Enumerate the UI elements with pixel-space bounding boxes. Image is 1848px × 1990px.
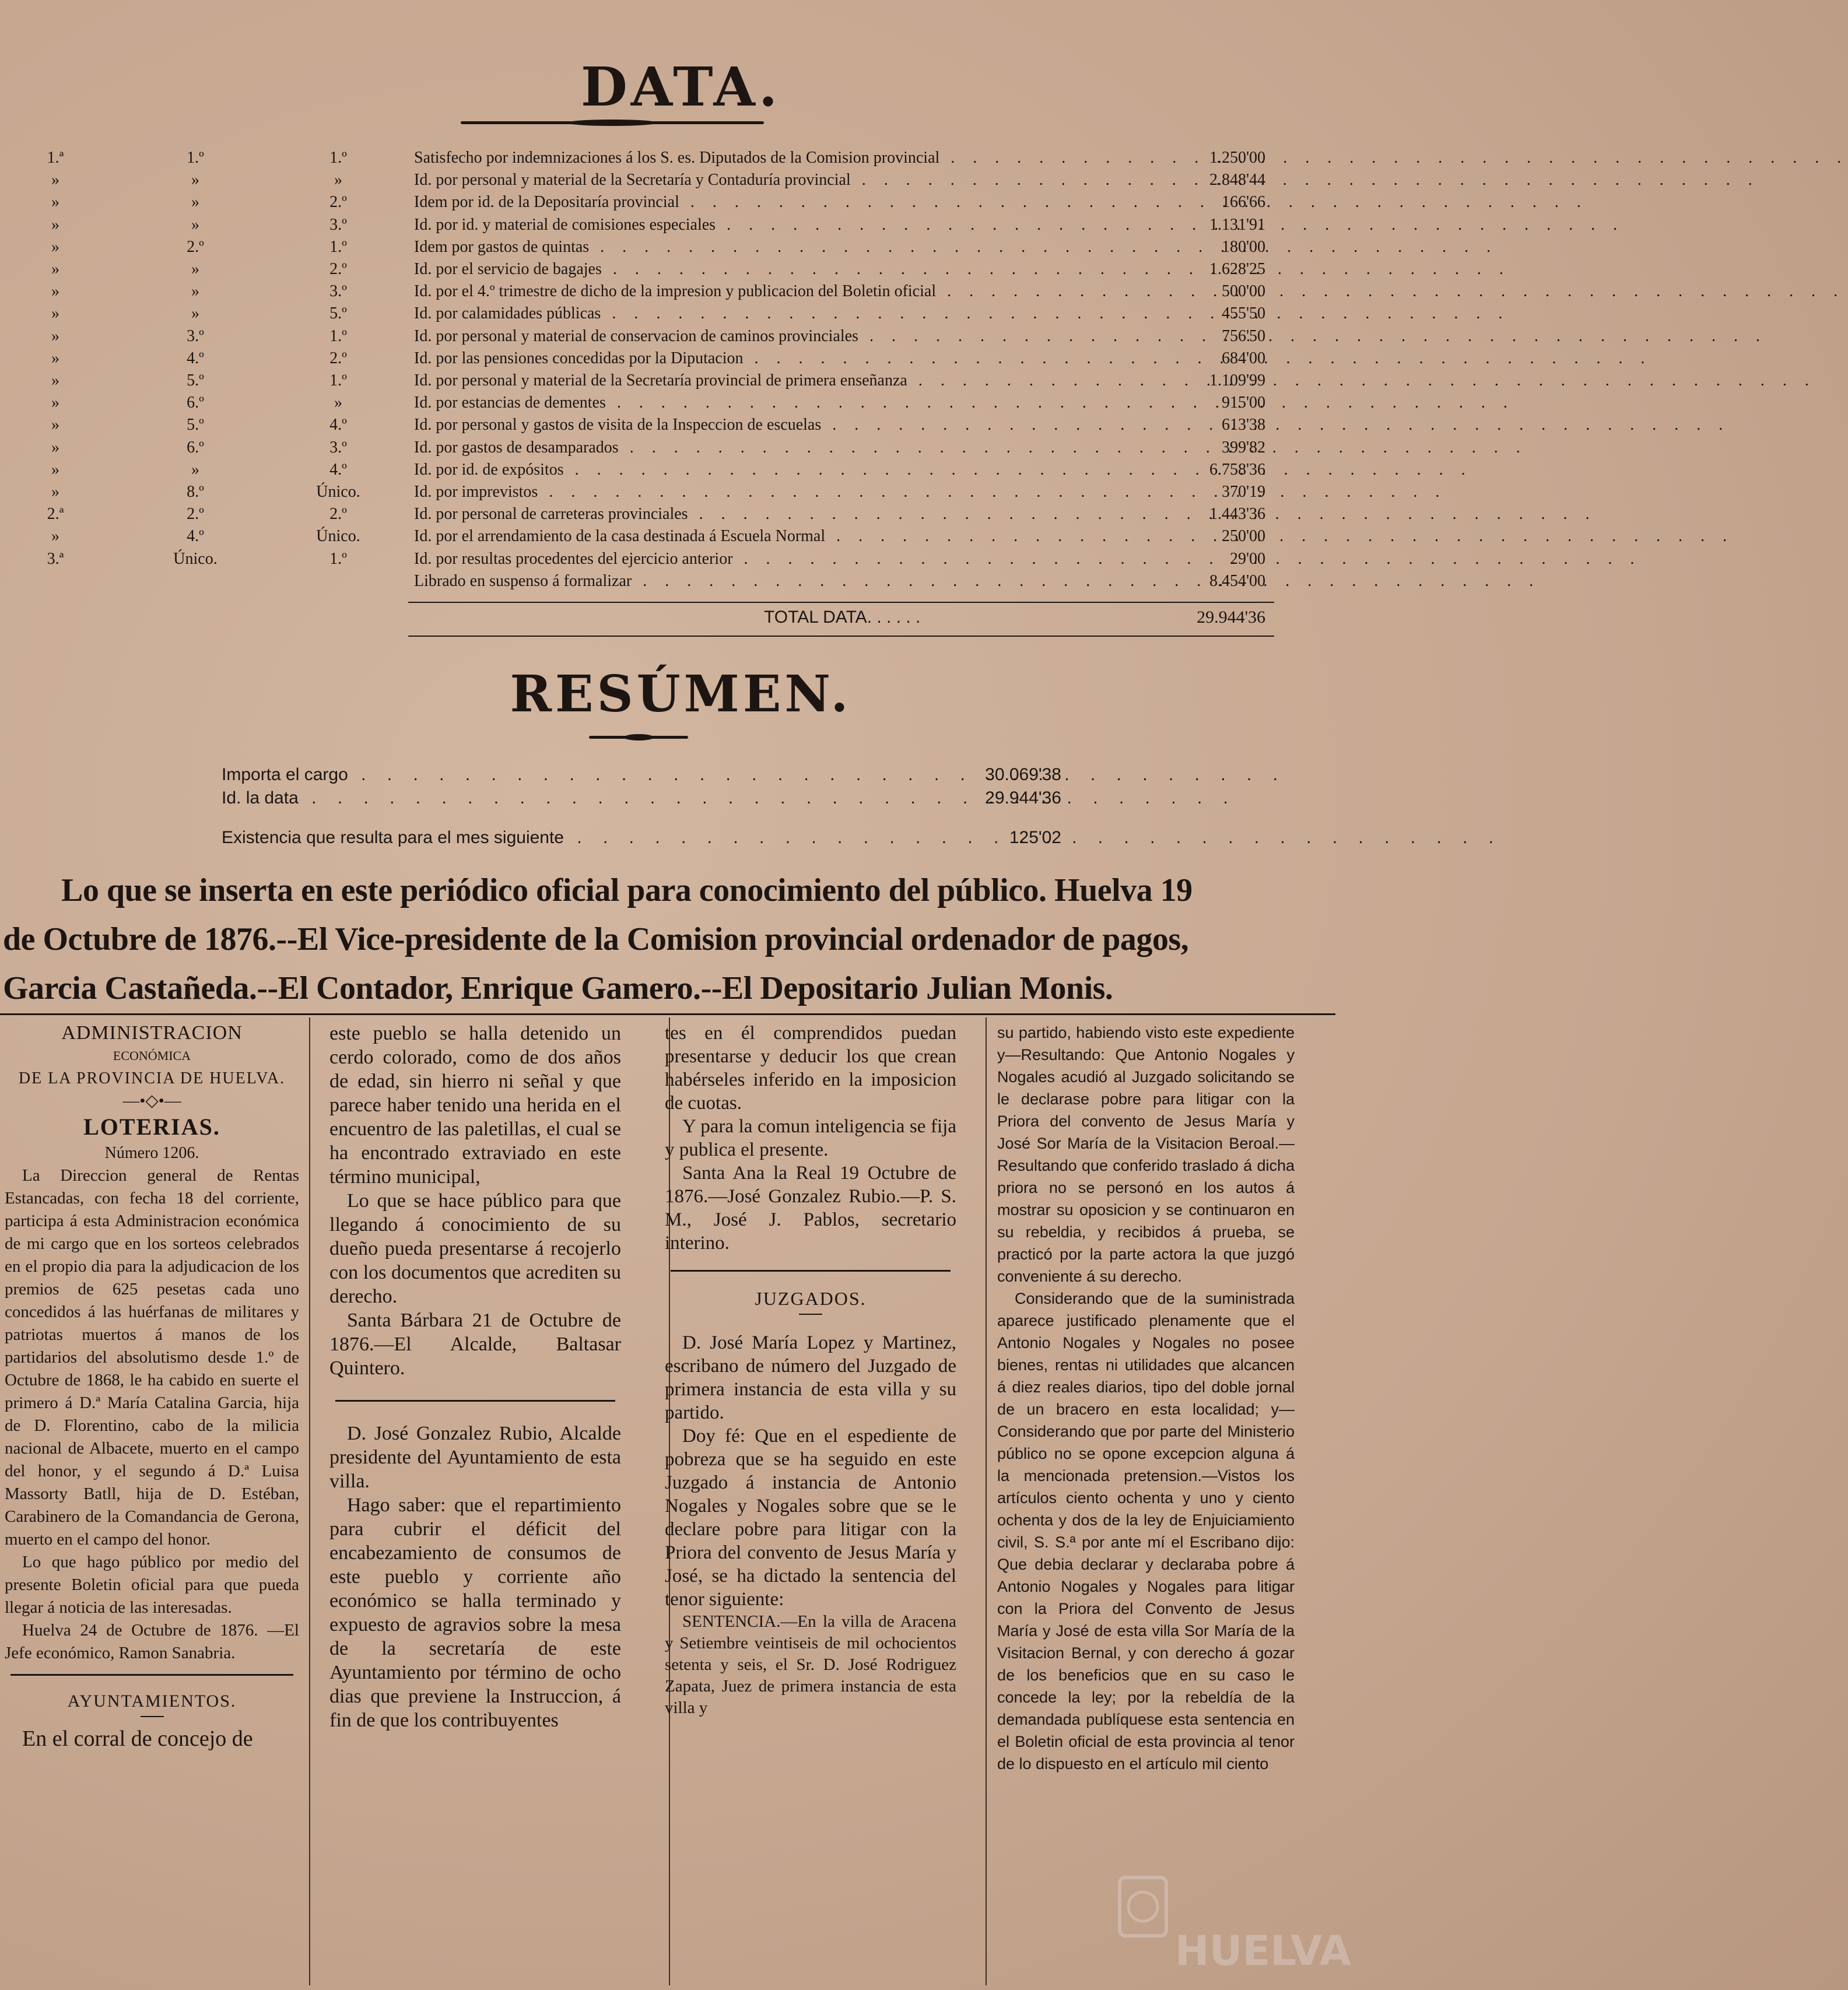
col-amount: 756'50 xyxy=(1221,327,1265,345)
col-chapter: 1.º xyxy=(187,149,204,167)
data-row xyxy=(0,438,1283,461)
data-row xyxy=(0,416,1283,438)
col-chapter: » xyxy=(191,260,199,278)
col-chapter: 8.º xyxy=(187,483,204,501)
col-amount: 6.758'36 xyxy=(1209,460,1265,479)
col-chapter: 5.º xyxy=(187,371,204,389)
city-seal-logo xyxy=(1111,1866,1351,1977)
col-description: Idem por id. de la Depositaría provincial . . . xyxy=(414,193,1137,212)
col-description: Id. por id. y material de comisiones especiales . . . xyxy=(414,216,1137,234)
col-chapter: » xyxy=(191,460,199,479)
col-description: Id. por personal y material de la Secretaría y Contaduría provincial . . . xyxy=(414,171,1137,189)
loterias-body-2: Lo que hago público por medio del presente Boletin oficial para que pueda llegar á noticia de las interesadas. xyxy=(5,1553,299,1617)
col-amount: 1.131'91 xyxy=(1209,215,1265,234)
col-chapter: 4.º xyxy=(187,527,204,546)
cerdo-notice-2: Lo que se hace público para que llegando á conocimiento de su dueño pueda presentarse á recojerlo con los documentos que acrediten su derecho. xyxy=(329,1190,621,1307)
col-item: 3.º xyxy=(329,215,347,234)
col-description: Id. por el servicio de bagajes . . . xyxy=(414,260,1137,279)
resumen-row xyxy=(222,765,1061,788)
data-row xyxy=(0,371,1283,394)
total-row xyxy=(0,608,1283,630)
loterias-heading: LOTERIAS. xyxy=(83,1114,220,1140)
col-amount: 1.250'00 xyxy=(1209,149,1265,167)
section-divider xyxy=(0,1013,1335,1015)
col-description: Id. por imprevistos . . . xyxy=(414,483,1137,501)
doy-fe-paragraph: Doy fé: Que en el espediente de pobreza que se ha seguido en este Juzgado á instancia de Antonio Nogales y Nogales sobre que se le declare pobre para litigar con la Priora del convento de Jesus María y José, se ha dictado la sentencia del tenor siguiente: xyxy=(665,1426,956,1610)
col-item: 1.º xyxy=(329,549,347,568)
repartimiento-notice: Hago saber: que el repartimiento para cubrir el déficit del encabezamiento de consumos de este pueblo y corriente año económico se halla terminado y expuesto de agravios sobre la mesa de la secretaría de este Ayuntamiento por término de ocho dias que previene la Instruccion, á fin de que los contribuyentes xyxy=(329,1494,621,1731)
data-row xyxy=(0,550,1283,572)
resumen-label: Id. la data . . . xyxy=(222,788,933,808)
total-rule xyxy=(408,602,1274,603)
col-description: Id. por id. de expósitos . . . xyxy=(414,461,1137,479)
separator xyxy=(10,1674,293,1676)
consumos-continuation: tes en él comprendidos puedan presentarse y deducir los que crean habérseles inferido en la imposicion de cuotas. xyxy=(665,1023,956,1114)
col-amount: 684'00 xyxy=(1221,349,1265,367)
consumos-signature: Santa Ana la Real 19 Octubre de 1876.—José Gonzalez Rubio.—P. S. M., José J. Pablos, secretario interino. xyxy=(665,1163,956,1254)
col-item: 2.º xyxy=(329,505,347,524)
resumen-label: Importa el cargo . . . xyxy=(222,765,933,785)
col-article: » xyxy=(51,349,59,367)
loterias-body: La Direccion general de Rentas Estancadas, con fecha 18 del corriente, participa á esta Administracion económica de mi cargo que en los sorteos celebrados en el propio dia para la adjudicacion de los premios de 625 pesetas cada uno concedidos á las huérfanas de militares y patriotas muertos á manos de los partidarios del absolutismo desde 1.º de Octubre de 1868, le ha cabido en suerte el primero á D.ª María Catalina Garcia, hija de D. Florentino, cabo de la milicia nacional de Albacete, muerto en el campo del honor, y el segundo á D.ª Luisa Massorty Batll, hija de D. Estéban, Carabinero de la Comandancia de Gerona, muerto en el campo del honor. xyxy=(5,1166,299,1549)
col-amount: 166'66 xyxy=(1221,193,1265,212)
data-row xyxy=(0,461,1283,483)
col-amount: 1.628'25 xyxy=(1209,260,1265,278)
total-bottom-rule xyxy=(408,636,1274,637)
col-article: » xyxy=(51,327,59,345)
col-article: » xyxy=(51,193,59,212)
total-amount: 29.944'36 xyxy=(1197,608,1265,627)
col-chapter: 4.º xyxy=(187,349,204,367)
total-label: TOTAL DATA. . . . . . xyxy=(764,608,921,627)
data-row xyxy=(0,238,1283,260)
col-item: 1.º xyxy=(329,327,347,345)
column-1 xyxy=(5,1022,299,1752)
col-amount: 8.454'00 xyxy=(1209,571,1265,590)
col-chapter: 2.º xyxy=(187,505,204,524)
column-3 xyxy=(665,1022,956,1719)
resumen-row xyxy=(222,828,1061,851)
col-description: Id. por el arrendamiento de la casa destinada á Escuela Normal . . . xyxy=(414,527,1137,546)
col-item: 1.º xyxy=(329,237,347,256)
sentencia-paragraph: SENTENCIA.—En la villa de Aracena y Setiembre veintiseis de mil ochocientos setenta y seis, el Sr. D. José Rodriguez Zapata, Juez de primera instancia de esta villa y xyxy=(665,1612,956,1717)
col-amount: 29'00 xyxy=(1229,549,1265,568)
dash xyxy=(141,1716,164,1717)
escribano-heading: D. José María Lopez y Martinez, escribano de número del Juzgado de primera instancia de esta villa y su partido. xyxy=(665,1332,956,1423)
col-chapter: 2.º xyxy=(187,237,204,256)
col-description: Satisfecho por indemnizaciones á los S. es. Diputados de la Comision provincial . . . xyxy=(414,149,1137,167)
col-article: 2.ª xyxy=(47,505,64,524)
alcalde-heading: D. José Gonzalez Rubio, Alcalde presidente del Ayuntamiento de esta villa. xyxy=(329,1423,621,1492)
col-article: 3.ª xyxy=(47,549,64,568)
cerdo-signature: Santa Bárbara 21 de Octubre de 1876.—El Alcalde, Baltasar Quintero. xyxy=(329,1310,621,1379)
separator xyxy=(335,1400,615,1402)
col-chapter: » xyxy=(191,215,199,234)
col-item: 1.º xyxy=(329,149,347,167)
data-row xyxy=(0,193,1283,215)
col-item: 5.º xyxy=(329,304,347,323)
data-row xyxy=(0,527,1283,549)
col-description: Id. por las pensiones concedidas por la Diputacion . . . xyxy=(414,349,1137,368)
resumen-rule xyxy=(589,736,688,739)
col-article: » xyxy=(51,282,59,301)
col-article: » xyxy=(51,527,59,546)
heading-rule xyxy=(461,121,764,124)
col-item: 4.º xyxy=(329,460,347,479)
col-article: » xyxy=(51,438,59,457)
col-amount: 399'82 xyxy=(1221,438,1265,457)
col-article: » xyxy=(51,237,59,256)
column-4 xyxy=(997,1022,1295,1775)
loterias-signature: Huelva 24 de Octubre de 1876. —El Jefe económico, Ramon Sanabria. xyxy=(5,1621,299,1662)
admin-heading: ADMINISTRACION xyxy=(61,1022,243,1044)
col-amount: 455'50 xyxy=(1221,304,1265,323)
col-description: Id. por el 4.º trimestre de dicho de la impresion y publicacion del Boletin oficial . . . xyxy=(414,282,1137,301)
juzgados-heading: JUZGADOS. xyxy=(755,1288,867,1309)
col-article: » xyxy=(51,260,59,278)
col-article: » xyxy=(51,171,59,189)
data-row xyxy=(0,282,1283,304)
column-divider xyxy=(309,1017,310,1985)
col-item: » xyxy=(334,171,342,189)
separator xyxy=(671,1270,951,1272)
col-description: Librado en suspenso á formalizar . . . xyxy=(414,572,1137,591)
col-article: » xyxy=(51,304,59,323)
col-article: » xyxy=(51,215,59,234)
col-item: 1.º xyxy=(329,371,347,389)
col-amount: 180'00 xyxy=(1221,237,1265,256)
ornament: —•◇•— xyxy=(122,1091,181,1110)
col-article: » xyxy=(51,371,59,389)
col-article: » xyxy=(51,416,59,434)
col-article: » xyxy=(51,460,59,479)
data-heading: DATA. xyxy=(581,55,781,118)
data-row xyxy=(0,260,1283,282)
column-divider xyxy=(986,1017,987,1985)
col-chapter: Único. xyxy=(173,549,218,568)
resumen-amount: 125'02 xyxy=(1009,828,1061,847)
col-description: Id. por estancias de dementes . . . xyxy=(414,394,1137,412)
col-item: Único. xyxy=(316,527,360,546)
col-description: Id. por calamidades públicas . . . xyxy=(414,304,1137,323)
col-amount: 1.443'36 xyxy=(1209,505,1265,524)
col-chapter: » xyxy=(191,193,199,212)
col-chapter: 6.º xyxy=(187,394,204,412)
data-row xyxy=(0,327,1283,349)
col-item: Único. xyxy=(316,483,360,501)
col-description: Id. por personal y gastos de visita de la Inspeccion de escuelas . . . xyxy=(414,416,1137,434)
considerando-paragraph: Considerando que de la suministrada aparece justificado plenamente que el Antonio Nogales y Nogales no posee bienes, rentas ni utilidades que alcancen á diez reales diarios, tipo del doble jornal de un bracero en esta localidad; y—Considerando que por parte del Ministerio público no se opone excepcion alguna á la mencionada pretension.—Vistos los artículos ciento ochenta y uno y ciento ochenta y dos de la ley de Enjuiciamiento civil, S. S.ª por ante mí el Escribano dijo: Que debia declarar y declaraba pobre á Antonio Nogales y Nogales para litigar con la Priora del Convento de Jesus María y José de esta villa Sor María de la Visitacion Bernal, y con derecho á gozar de los beneficios que en su caso le concede la ley; por la rebeldía de la demandada publíquese esta sentencia en el Boletin oficial de esta provincia al tenor de lo dispuesto en el artículo mil ciento xyxy=(997,1290,1295,1773)
col-item: 2.º xyxy=(329,349,347,367)
data-row xyxy=(0,394,1283,416)
col-chapter: » xyxy=(191,282,199,301)
dash xyxy=(799,1314,822,1315)
data-row xyxy=(0,149,1283,171)
col-chapter: » xyxy=(191,304,199,323)
col-item: 2.º xyxy=(329,193,347,212)
seal-text: HUELVA xyxy=(1175,1927,1351,1975)
col-description: Id. por personal y material de conservacion de caminos provinciales . . . xyxy=(414,327,1137,346)
col-article: » xyxy=(51,394,59,412)
col-description: Id. por personal de carreteras provinciales . . . xyxy=(414,505,1137,524)
col-amount: 250'00 xyxy=(1221,527,1265,546)
col-item: » xyxy=(334,394,342,412)
col-chapter: 6.º xyxy=(187,438,204,457)
document-number: Número 1206. xyxy=(104,1144,199,1162)
data-row xyxy=(0,349,1283,371)
cerdo-notice: este pueblo se halla detenido un cerdo colorado, como de dos años de edad, sin hierro ni señal y que parece haber tenido una herida en el encuentro de las paletillas, el cual se ha encontrado extraviado en este término municipal, xyxy=(329,1023,621,1188)
admin-province: DE LA PROVINCIA DE HUELVA. xyxy=(18,1069,286,1087)
data-row xyxy=(0,304,1283,327)
notice-line: de Octubre de 1876.--El Vice-presidente de la Comision provincial ordenador de pagos, xyxy=(3,921,1189,957)
resumen-label: Existencia que resulta para el mes siguiente . . . xyxy=(222,828,933,848)
data-row xyxy=(0,572,1283,594)
resumen-row xyxy=(222,788,1061,812)
col-description: Id. por personal y material de la Secretaría provincial de primera enseñanza . . . xyxy=(414,371,1137,390)
col-chapter: » xyxy=(191,171,199,189)
col-amount: 370'19 xyxy=(1221,483,1265,501)
col-chapter: 3.º xyxy=(187,327,204,345)
resultando-paragraph: su partido, habiendo visto este expediente y—Resultando: Que Antonio Nogales y Nogales acudió al Juzgado solicitando se le declarase pobre para litigar con la Priora del convento de Jesus María y José Sor María de la Visitacion Beroal.—Resultando que conferido traslado á dicha priora no se personó en los autos á mostrar su oposicion y se continuaron en su rebeldia, y recibidos á prueba, se practicó por la parte actora la que juzgó conveniente á su derecho. xyxy=(997,1024,1295,1285)
admin-subheading: ECONÓMICA xyxy=(113,1048,191,1063)
data-row xyxy=(0,505,1283,527)
col-amount: 1.109'99 xyxy=(1209,371,1265,389)
col-item: 2.º xyxy=(329,260,347,278)
resumen-heading: RESÚMEN. xyxy=(510,665,852,724)
col-item: 3.º xyxy=(329,438,347,457)
col-chapter: 5.º xyxy=(187,416,204,434)
col-amount: 915'00 xyxy=(1221,394,1265,412)
notice-line: Garcia Castañeda.--El Contador, Enrique Gamero.--El Depositario Julian Monis. xyxy=(3,970,1113,1006)
col-amount: 500'00 xyxy=(1221,282,1265,301)
col-amount: 613'38 xyxy=(1221,416,1265,434)
col-description: Id. por resultas procedentes del ejercicio anterior . . . xyxy=(414,550,1137,568)
col-item: 4.º xyxy=(329,416,347,434)
ayuntamientos-start: En el corral de concejo de xyxy=(22,1726,253,1751)
col-amount: 2.848'44 xyxy=(1209,171,1265,189)
col-article: 1.ª xyxy=(47,149,64,167)
resumen-amount: 29.944'36 xyxy=(985,788,1061,808)
column-2 xyxy=(329,1022,621,1732)
data-row xyxy=(0,171,1283,193)
col-description: Id. por gastos de desamparados . . . xyxy=(414,438,1137,457)
data-row xyxy=(0,483,1283,505)
data-row xyxy=(0,216,1283,238)
col-article: » xyxy=(51,483,59,501)
notice-line: Lo que se inserta en este periódico oficial para conocimiento del público. Huelva 19 xyxy=(61,872,1193,908)
consumos-notice-2: Y para la comun inteligencia se fija y publica el presente. xyxy=(665,1116,956,1160)
official-notice xyxy=(3,866,1327,1013)
col-description: Idem por gastos de quintas . . . xyxy=(414,238,1137,257)
resumen-amount: 30.069'38 xyxy=(985,765,1061,784)
ayuntamientos-heading: AYUNTAMIENTOS. xyxy=(67,1691,237,1711)
col-item: 3.º xyxy=(329,282,347,301)
